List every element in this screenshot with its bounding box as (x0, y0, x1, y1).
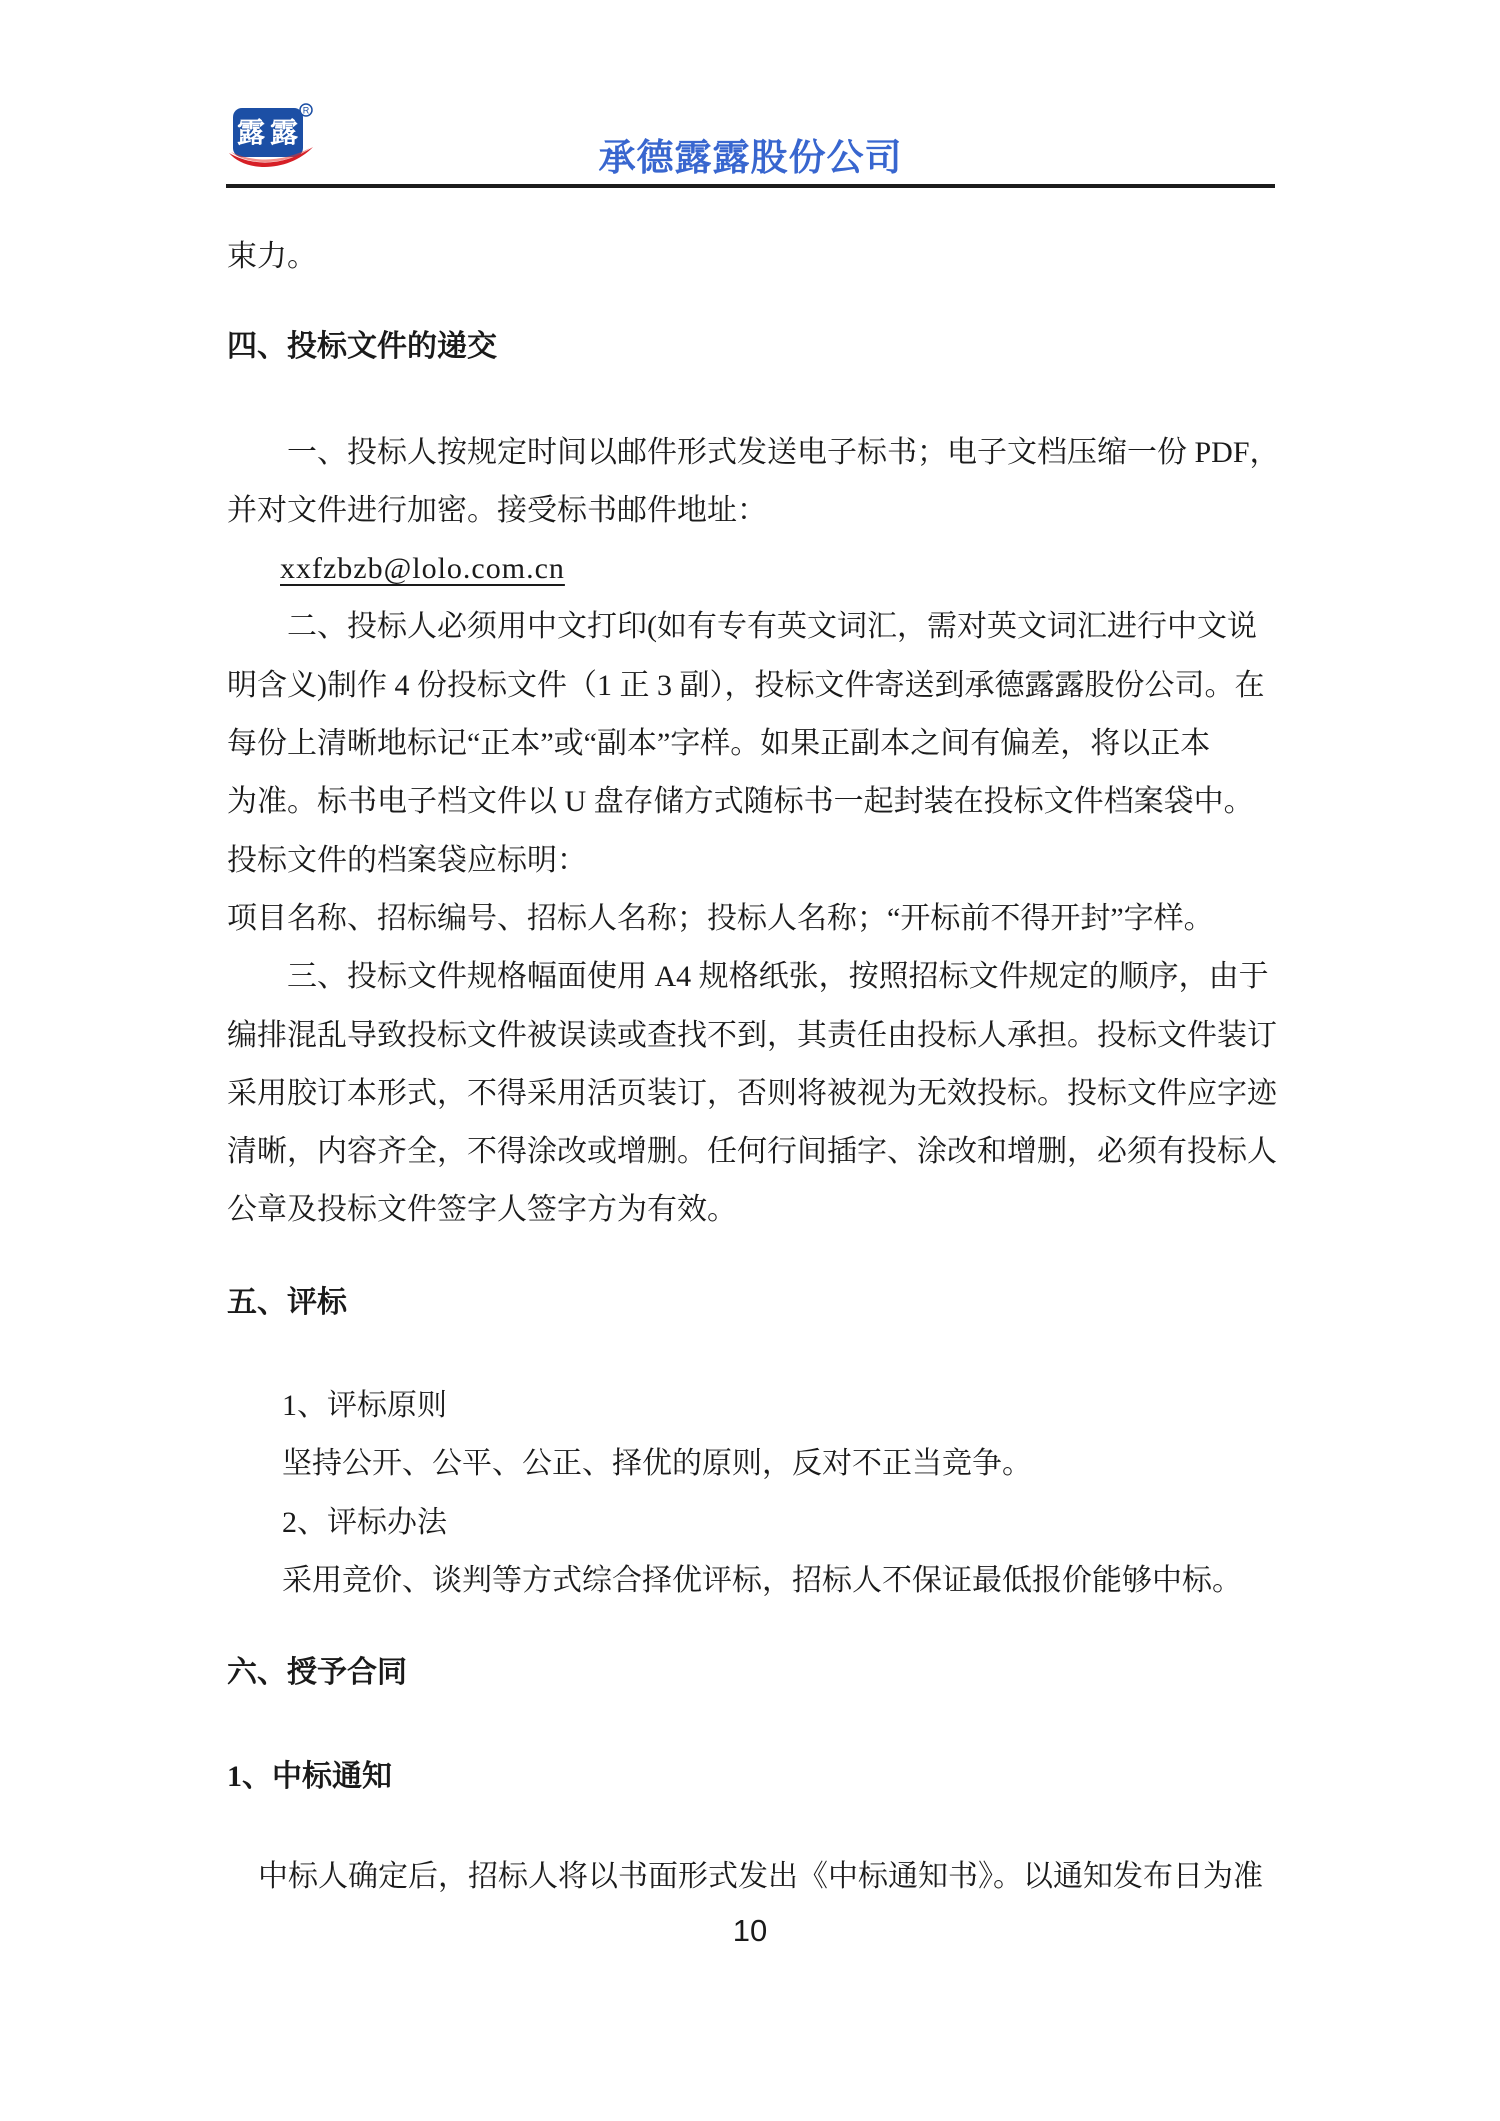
text-line: 一、投标人按规定时间以邮件形式发送电子标书；电子文档压缩一份 PDF， (287, 435, 1280, 469)
company-name: 承德露露股份公司 (598, 137, 903, 178)
text-line: 每份上清晰地标记“正本”或“副本”字样。如果正副本之间有偏差，将以正本 (227, 727, 1211, 761)
text-line: 并对文件进行加密。接受标书邮件地址： (227, 493, 767, 527)
page-number: 10 (732, 1913, 768, 1948)
text-line: 中标人确定后，招标人将以书面形式发出《中标通知书》。以通知发布日为准 (258, 1859, 1263, 1893)
text-line: 编排混乱导致投标文件被误读或查找不到，其责任由投标人承担。投标文件装订 (227, 1018, 1277, 1052)
text-line: 项目名称、招标编号、招标人名称；投标人名称；“开标前不得开封”字样。 (227, 901, 1214, 935)
section-heading: 四、投标文件的递交 (227, 330, 497, 364)
text-line: 公章及投标文件签字人签字方为有效。 (227, 1193, 737, 1227)
text-line: 三、投标文件规格幅面使用 A4 规格纸张，按照招标文件规定的顺序，由于 (287, 960, 1269, 994)
section-heading: 六、授予合同 (227, 1656, 407, 1690)
email-address: xxfzbzb@lolo.com.cn (280, 552, 565, 586)
svg-text:露: 露 (269, 118, 299, 149)
text-line: 采用竞价、谈判等方式综合择优评标，招标人不保证最低报价能够中标。 (282, 1563, 1242, 1597)
page-header (226, 0, 1275, 188)
text-line: 为准。标书电子档文件以 U 盘存储方式随标书一起封装在投标文件档案袋中。 (227, 785, 1254, 819)
text-line: 二、投标人必须用中文打印(如有专有英文词汇，需对英文词汇进行中文说 (287, 610, 1257, 644)
svg-text:露: 露 (236, 118, 266, 149)
section-heading: 五、评标 (227, 1285, 347, 1319)
document-body (227, 228, 1282, 1906)
svg-text:R: R (302, 105, 310, 116)
section-heading: 1、中标通知 (227, 1759, 392, 1793)
text-line: 采用胶订本形式，不得采用活页装订，否则将被视为无效投标。投标文件应字迹 (227, 1076, 1277, 1110)
text-line: 明含义)制作 4 份投标文件（1 正 3 副），投标文件寄送到承德露露股份公司。在 (227, 668, 1265, 702)
text-line: 投标文件的档案袋应标明： (227, 843, 587, 877)
text-line: 束力。 (227, 240, 317, 273)
list-item: 2、评标办法 (282, 1505, 447, 1539)
text-line: 清晰，内容齐全，不得涂改或增删。任何行间插字、涂改和增删，必须有投标人 (227, 1135, 1277, 1169)
text-line: 坚持公开、公平、公正、择优的原则，反对不正当竞争。 (282, 1447, 1032, 1481)
list-item: 1、评标原则 (282, 1389, 447, 1423)
